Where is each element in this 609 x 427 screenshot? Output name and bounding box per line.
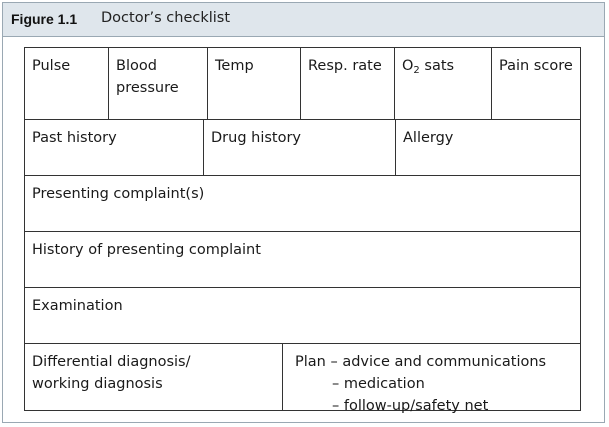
resp-rate-cell bbox=[301, 48, 395, 119]
temp-label: Temp bbox=[215, 58, 254, 74]
doctors-checklist-table bbox=[24, 47, 581, 414]
figure-title: Doctor’s checklist bbox=[101, 10, 231, 26]
history-row bbox=[25, 120, 580, 176]
examination-label: Examination bbox=[32, 298, 123, 314]
history-of-presenting-complaint-row bbox=[25, 232, 580, 288]
pulse-label: Pulse bbox=[32, 58, 71, 74]
plan-cell bbox=[283, 344, 580, 414]
allergy-label: Allergy bbox=[403, 130, 454, 146]
figure-label: Figure 1.1 bbox=[11, 11, 78, 27]
allergy-cell bbox=[396, 120, 580, 175]
plan-label bbox=[295, 351, 546, 417]
plan-item-medication: – medication bbox=[332, 376, 425, 392]
o2-sats-cell bbox=[395, 48, 492, 119]
diagnosis-label: Differential diagnosis/ working diagnosis bbox=[32, 354, 191, 392]
diagnosis-plan-row bbox=[25, 344, 580, 414]
plan-item-advice: Plan – advice and communications bbox=[295, 354, 547, 370]
drug-history-cell bbox=[204, 120, 396, 175]
drug-history-label: Drug history bbox=[211, 130, 302, 146]
figure-caption-bar bbox=[3, 3, 604, 37]
history-of-presenting-complaint-label: History of presenting complaint bbox=[32, 242, 261, 258]
diagnosis-cell bbox=[25, 344, 283, 410]
plan-item-follow-up: – follow-up/safety net bbox=[332, 398, 489, 414]
pain-score-label: Pain score bbox=[499, 58, 573, 74]
past-history-label: Past history bbox=[32, 130, 117, 146]
blood-pressure-label: Blood pressure bbox=[116, 58, 179, 96]
examination-row bbox=[25, 288, 580, 344]
figure-panel bbox=[2, 2, 605, 423]
temp-cell bbox=[208, 48, 301, 119]
pulse-cell bbox=[25, 48, 109, 119]
presenting-complaint-label: Presenting complaint(s) bbox=[32, 186, 205, 202]
o2-sats-label: $O_2$ sats bbox=[402, 58, 455, 76]
past-history-cell bbox=[25, 120, 204, 175]
presenting-complaint-row bbox=[25, 176, 580, 232]
blood-pressure-cell bbox=[109, 48, 208, 119]
vitals-row bbox=[25, 48, 580, 120]
pain-score-cell bbox=[492, 48, 580, 119]
resp-rate-label: Resp. rate bbox=[308, 58, 382, 74]
